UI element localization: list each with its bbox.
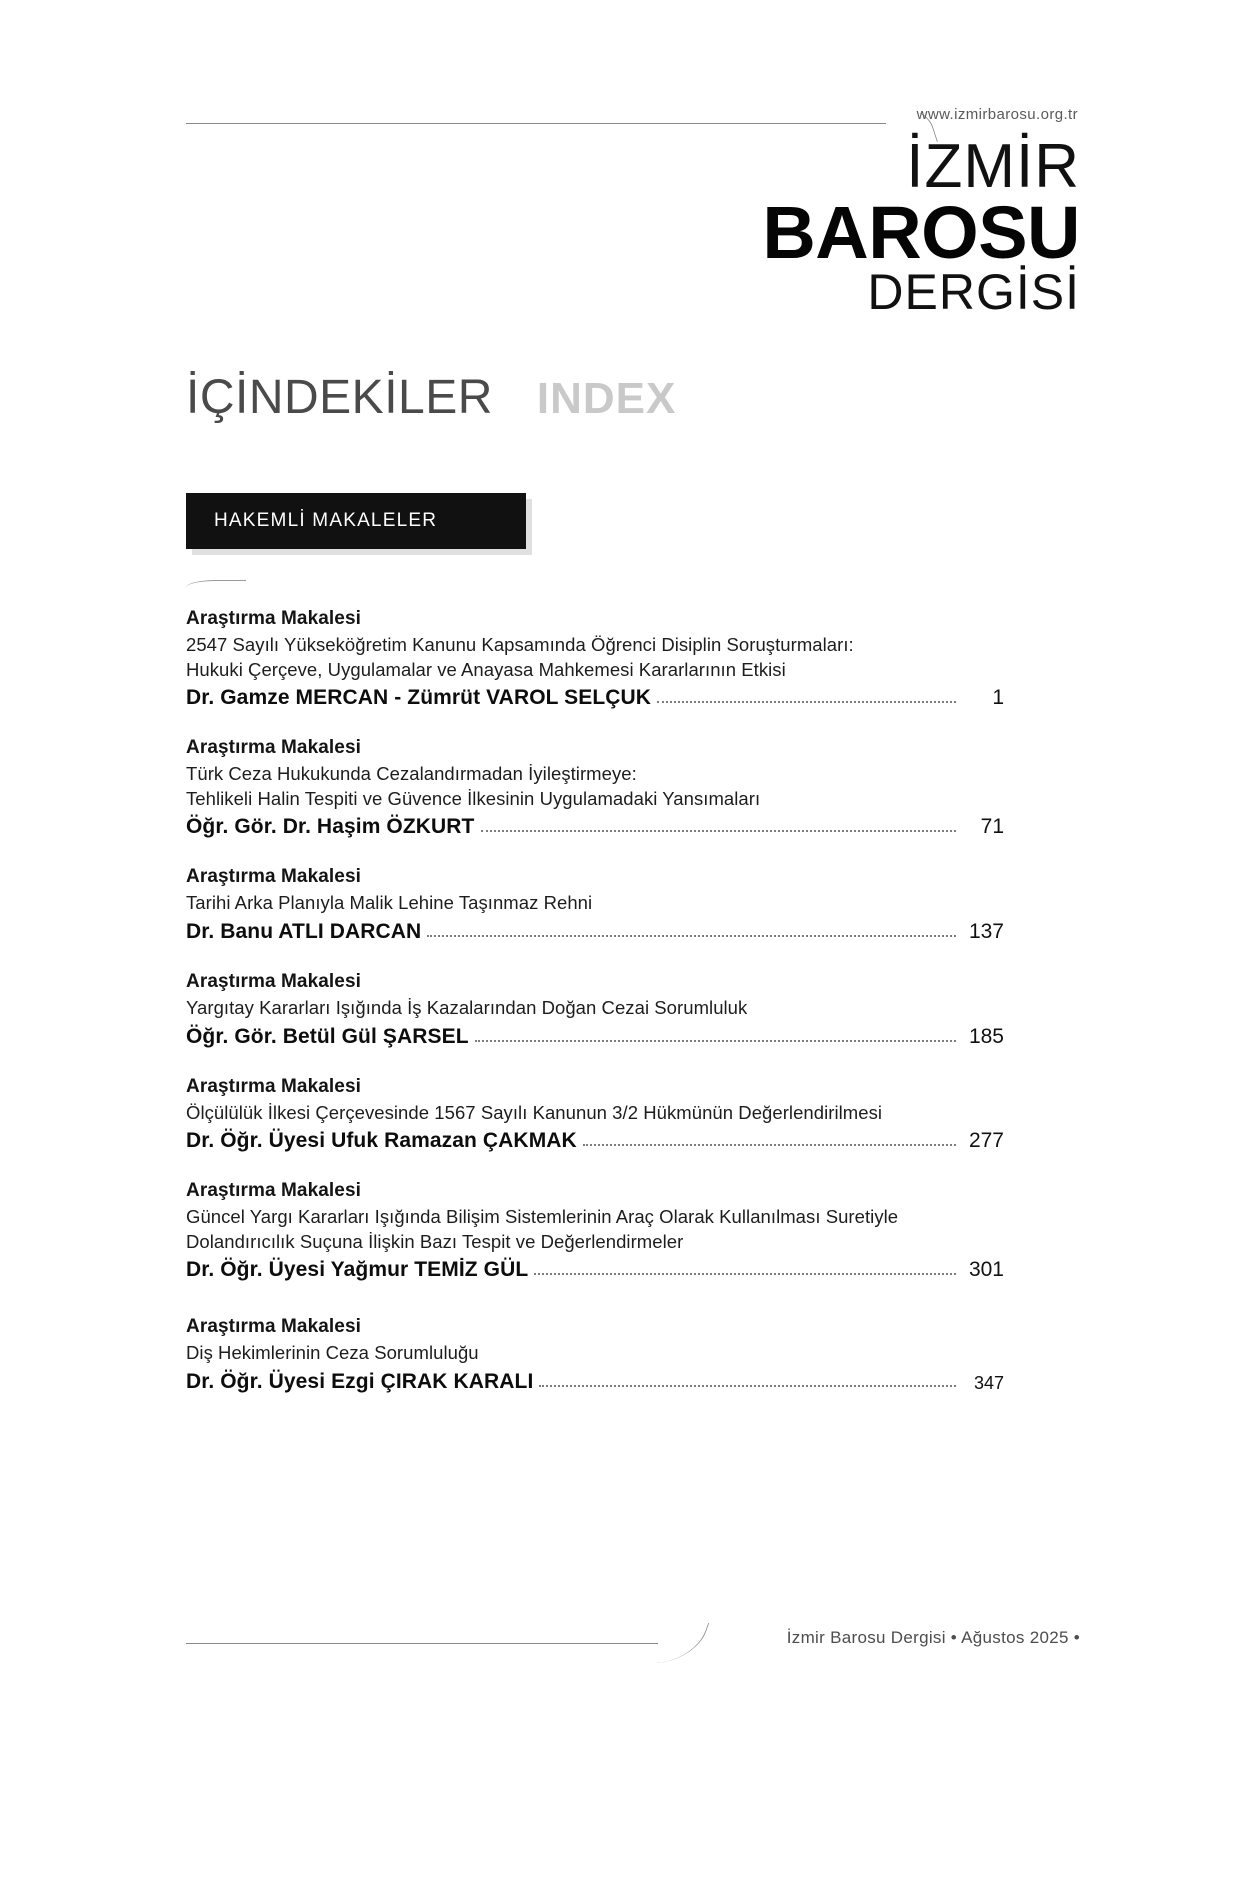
entry-page-number: 277 <box>968 1129 1004 1153</box>
footer-caption: İzmir Barosu Dergisi • Ağustos 2025 • <box>786 1628 1080 1647</box>
toc-entry[interactable] <box>186 866 1004 944</box>
entry-title-line: 2547 Sayılı Yükseköğretim Kanunu Kapsamında Öğrenci Disiplin Soruşturmaları: <box>186 634 854 655</box>
dot-leader <box>583 1143 956 1146</box>
toc-entry[interactable] <box>186 1076 1004 1154</box>
toc-entry[interactable] <box>186 737 1004 839</box>
footer-divider <box>186 1643 658 1644</box>
entry-page-number: 137 <box>968 919 1004 943</box>
dot-leader <box>657 700 956 703</box>
entry-author: Dr. Banu ATLI DARCAN <box>186 919 422 943</box>
page-title-sub: INDEX <box>536 374 677 423</box>
entry-title-line: Ölçülülük İlkesi Çerçevesinde 1567 Sayılı Kanunun 3/2 Hükmünün Değerlendirilmesi <box>186 1101 883 1123</box>
dot-leader <box>475 1039 956 1042</box>
entry-footer <box>186 1370 1004 1394</box>
entry-kind: Araştırma Makalesi <box>186 1316 362 1338</box>
entry-kind: Araştırma Makalesi <box>186 737 362 759</box>
entry-kind: Araştırma Makalesi <box>186 608 362 629</box>
page-title-main: İÇİNDEKİLER <box>186 371 493 424</box>
entry-author: Öğr. Gör. Betül Gül ŞARSEL <box>186 1024 469 1048</box>
entry-title-line: Dolandırıcılık Suçuna İlişkin Bazı Tespit ve Değerlendirmeler <box>186 1230 684 1252</box>
dot-leader <box>539 1384 956 1387</box>
masthead-line-barosu: BAROSU <box>762 191 1080 275</box>
entry-title-line: Diş Hekimlerinin Ceza Sorumluluğu <box>186 1342 479 1364</box>
dot-leader <box>534 1272 956 1275</box>
toc-entry[interactable] <box>186 608 1004 710</box>
entry-title-line: Hukuki Çerçeve, Uygulamalar ve Anayasa Mahkemesi Kararlarının Etkisi <box>186 658 786 680</box>
entry-kind: Araştırma Makalesi <box>186 1180 362 1202</box>
masthead-line-izmir: İZMİR <box>906 132 1080 201</box>
entry-page-number: 347 <box>973 1372 1004 1393</box>
page-title <box>186 370 676 425</box>
toc-entry[interactable] <box>186 1316 1004 1394</box>
banner-swoosh-decoration <box>186 580 246 595</box>
masthead-logo <box>762 132 1080 321</box>
masthead-line-dergisi: DERGİSİ <box>867 264 1080 321</box>
website-url: www.izmirbarosu.org.tr <box>916 106 1078 123</box>
entry-title-line: Tehlikeli Halin Tespiti ve Güvence İlkesinin Uygulamadaki Yansımaları <box>186 787 761 809</box>
entry-page-number: 185 <box>968 1024 1004 1048</box>
entry-footer <box>186 920 1004 944</box>
entry-author: Dr. Öğr. Üyesi Ufuk Ramazan ÇAKMAK <box>186 1129 577 1153</box>
entry-title-line: Yargıtay Kararları Işığında İş Kazalarından Doğan Cezai Sorumluluk <box>186 996 748 1018</box>
entry-footer <box>186 1025 1004 1049</box>
section-banner <box>186 493 526 549</box>
entry-title-line: Güncel Yargı Kararları Işığında Bilişim Sistemlerinin Araç Olarak Kullanılması Suretiyle <box>186 1206 899 1228</box>
section-banner-label: HAKEMLİ MAKALELER <box>214 510 438 531</box>
entry-title-line: Türk Ceza Hukukunda Cezalandırmadan İyileştirmeye: <box>186 763 637 785</box>
entry-kind: Araştırma Makalesi <box>186 970 362 992</box>
toc-entry[interactable] <box>186 971 1004 1049</box>
toc-list <box>186 608 1004 1421</box>
entry-kind: Araştırma Makalesi <box>186 866 362 888</box>
entry-page-number: 1 <box>992 686 1004 710</box>
entry-author: Öğr. Gör. Dr. Haşim ÖZKURT <box>186 815 475 839</box>
toc-entry[interactable] <box>186 1180 1004 1282</box>
entry-footer <box>186 686 1004 710</box>
entry-footer <box>186 1129 1004 1153</box>
entry-title-line: Tarihi Arka Planıyla Malik Lehine Taşınmaz Rehni <box>186 892 593 914</box>
entry-page-number: 301 <box>968 1258 1004 1282</box>
entry-author: Dr. Öğr. Üyesi Yağmur TEMİZ GÜL <box>186 1258 529 1282</box>
dot-leader <box>427 934 956 937</box>
entry-author: Dr. Gamze MERCAN - Zümrüt VAROL SELÇUK <box>186 686 652 710</box>
dot-leader <box>481 829 957 832</box>
header-divider <box>186 123 886 124</box>
entry-author: Dr. Öğr. Üyesi Ezgi ÇIRAK KARALI <box>186 1369 534 1393</box>
entry-footer <box>186 1258 1004 1282</box>
entry-kind: Araştırma Makalesi <box>186 1075 362 1097</box>
entry-footer <box>186 815 1004 839</box>
entry-page-number: 71 <box>980 815 1004 839</box>
